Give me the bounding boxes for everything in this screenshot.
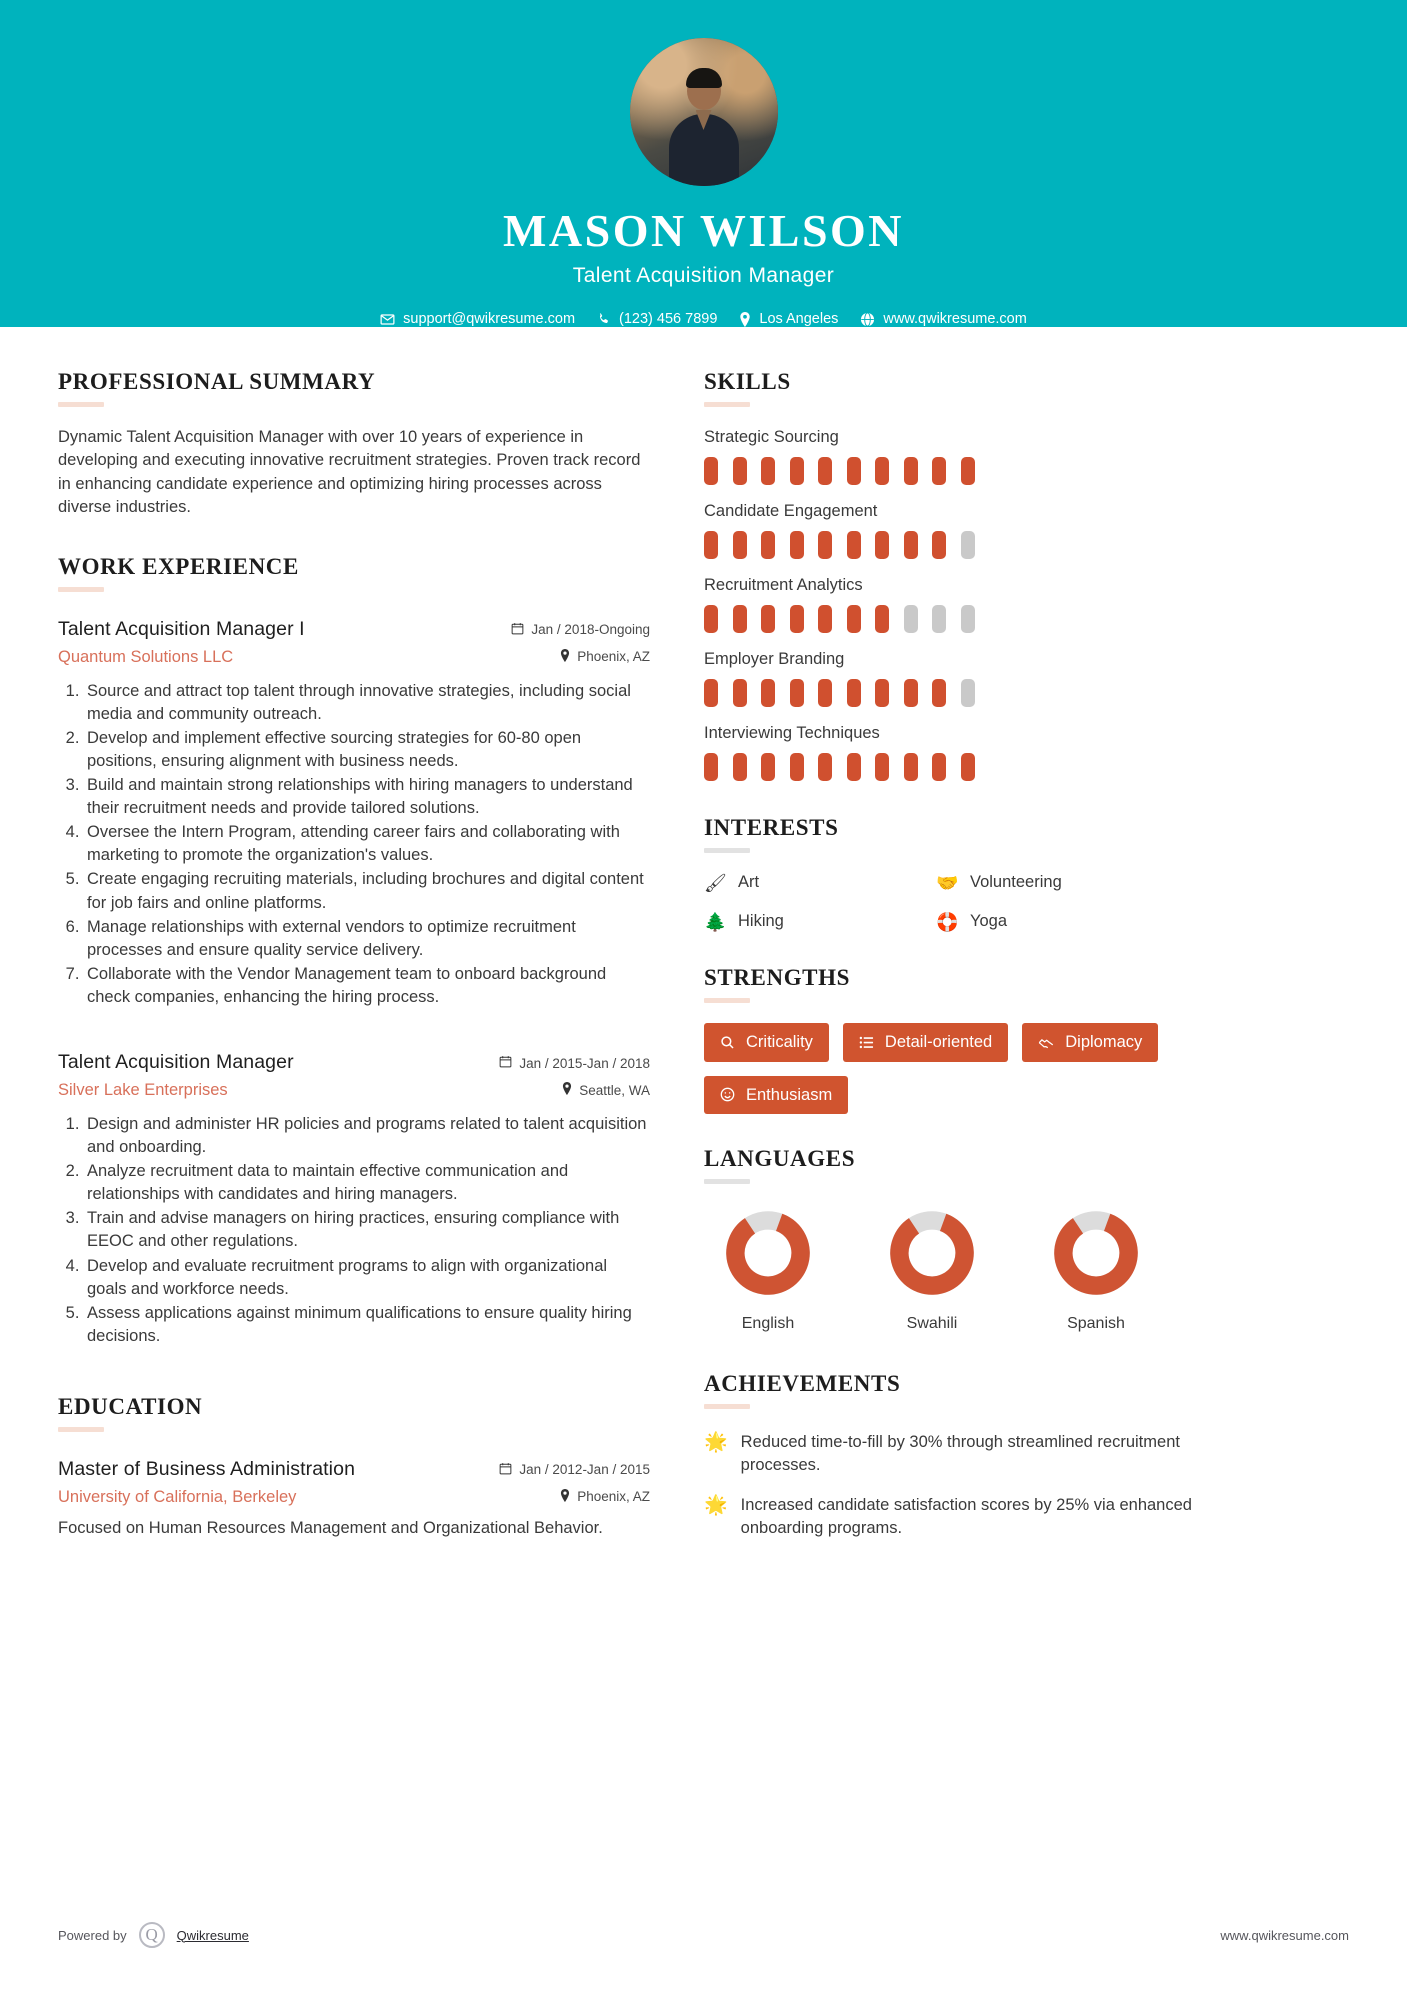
skill-bar (961, 753, 975, 781)
duty-item: 3. Train and advise managers on hiring practices, ensuring compliance with EEOC and other regulations. (84, 1207, 650, 1253)
duty-item: 5. Create engaging recruiting materials, including brochures and digital content for job fairs and online platforms. (84, 868, 650, 914)
lifebuoy-icon: 🛟 (936, 911, 959, 932)
skill-bar (704, 457, 718, 485)
skill-item (704, 576, 1210, 633)
skill-bar (932, 679, 946, 707)
section-interests (704, 815, 1210, 931)
strength-label: Diplomacy (1065, 1033, 1143, 1051)
language-donut-chart (725, 1210, 811, 1296)
education-dates-text: Jan / 2012-Jan / 2015 (519, 1462, 650, 1478)
skill-bar (818, 753, 832, 781)
interest-item (704, 912, 936, 931)
duty-item: 3. Build and maintain strong relationships with hiring managers to understand their recruitment needs and provide tailored solutions. (84, 774, 650, 820)
skill-bar (932, 605, 946, 633)
skill-bar (704, 753, 718, 781)
section-title: SKILLS (704, 369, 791, 394)
skill-bar (847, 531, 861, 559)
skill-bar (790, 679, 804, 707)
skill-bar (790, 753, 804, 781)
strength-badge-criticality (704, 1023, 829, 1062)
skill-bar (733, 753, 747, 781)
skill-bar (875, 753, 889, 781)
resume-header (0, 0, 1407, 327)
skill-bar (733, 679, 747, 707)
interest-label: Art (738, 873, 760, 891)
skill-bar (704, 605, 718, 633)
skill-bar (904, 531, 918, 559)
job-duties (58, 680, 650, 1009)
skill-bar (932, 753, 946, 781)
strength-badge-diplomacy (1022, 1023, 1158, 1062)
section-title: WORK EXPERIENCE (58, 553, 299, 579)
footer-site-url: www.qwikresume.com (1220, 1927, 1349, 1943)
education-entry (58, 1458, 650, 1540)
interest-item (936, 873, 1210, 892)
skill-bar (961, 605, 975, 633)
skill-item (704, 502, 1210, 559)
education-identity (58, 1458, 355, 1507)
skill-bar (733, 457, 747, 485)
skill-bar (761, 457, 775, 485)
skill-bar (790, 605, 804, 633)
section-work-experience (58, 554, 650, 1348)
duty-item: 1. Source and attract top talent through innovative strategies, including social media and community outreach. (84, 680, 650, 726)
section-title: LANGUAGES (704, 1146, 856, 1171)
magnifier-icon (720, 1035, 735, 1050)
job-identity (58, 1051, 294, 1100)
list-icon (859, 1035, 874, 1050)
contact-website[interactable] (860, 311, 1026, 327)
job-title: Talent Acquisition Manager (58, 1051, 294, 1073)
job-dates-text: Jan / 2018-Ongoing (531, 622, 650, 638)
skill-label: Employer Branding (704, 650, 845, 668)
skill-bar (875, 457, 889, 485)
skill-bar (818, 679, 832, 707)
strength-label: Detail-oriented (884, 1033, 993, 1051)
job-identity (58, 618, 305, 667)
strength-label: Enthusiasm (746, 1085, 833, 1104)
section-title: PROFESSIONAL SUMMARY (58, 369, 376, 394)
skill-bar (875, 605, 889, 633)
resume-body (0, 327, 1407, 1557)
duty-item: 5. Assess applications against minimum qualifications to ensure quality hiring decisions. (84, 1302, 650, 1348)
interest-label: Yoga (970, 912, 1008, 930)
skill-item (704, 724, 1210, 781)
qwikresume-link[interactable]: Qwikresume (176, 1927, 249, 1943)
skill-bar (790, 457, 804, 485)
section-underline (58, 402, 104, 407)
skill-bar (932, 531, 946, 559)
skill-bar (847, 605, 861, 633)
skill-bar (875, 531, 889, 559)
skill-bar (761, 679, 775, 707)
duty-item: 7. Collaborate with the Vendor Management team to onboard background check companies, enhancing the hiring process. (84, 963, 650, 1009)
skill-bar (875, 679, 889, 707)
skill-bar (761, 531, 775, 559)
job-dates-text: Jan / 2015-Jan / 2018 (519, 1055, 650, 1071)
skill-bar (904, 753, 918, 781)
job-location-text: Phoenix, AZ (577, 649, 650, 665)
skill-bar (961, 679, 975, 707)
powered-by-label: Powered by (58, 1927, 127, 1943)
shooting-star-icon: 🌟 (704, 1494, 728, 1516)
right-column (690, 369, 1210, 1557)
contact-email[interactable] (380, 311, 575, 327)
section-underline (704, 998, 750, 1003)
contact-list (380, 311, 1027, 327)
skill-rating-bars (704, 605, 1210, 633)
strength-badge-detail-oriented (843, 1023, 1008, 1062)
skill-bar (818, 531, 832, 559)
education-meta (499, 1458, 650, 1505)
envelope-icon (380, 312, 395, 327)
skill-bar (904, 679, 918, 707)
job-title: Talent Acquisition Manager I (58, 617, 305, 640)
education-note: Focused on Human Resources Management and Organizational Behavior. (58, 1518, 603, 1537)
strengths-list (704, 1023, 1210, 1114)
job-duties (58, 1113, 650, 1348)
handshake-icon (1038, 1035, 1054, 1050)
skill-rating-bars (704, 679, 1210, 707)
achievement-item (704, 1431, 1210, 1478)
skill-bar (961, 531, 975, 559)
skill-bar (847, 457, 861, 485)
candidate-name: MASON WILSON (502, 205, 905, 256)
section-skills (704, 369, 1210, 781)
location-pin-icon (560, 649, 570, 665)
section-underline (704, 848, 750, 853)
skill-label: Interviewing Techniques (704, 724, 880, 742)
summary-text: Dynamic Talent Acquisition Manager with over 10 years of experience in developing and executing innovative recruitment strategies. Proven track record in enhancing candidate experience and optimizing hiring processes across diverse industries. (58, 428, 641, 517)
achievements-list (704, 1431, 1210, 1541)
languages-list (704, 1210, 1210, 1333)
skill-bar (847, 753, 861, 781)
duty-item: 2. Develop and implement effective sourcing strategies for 60-80 open positions, ensuring alignment with business needs. (84, 727, 650, 773)
section-underline (58, 1427, 104, 1432)
location-pin-icon (739, 312, 751, 327)
skill-bar (790, 531, 804, 559)
job-dates (499, 1055, 650, 1071)
language-item (1032, 1210, 1160, 1333)
skill-bar (704, 531, 718, 559)
skill-item (704, 650, 1210, 707)
achievement-item (704, 1494, 1210, 1541)
skill-item (704, 428, 1210, 485)
section-title: ACHIEVEMENTS (704, 1371, 901, 1396)
avatar (630, 38, 778, 186)
education-header (58, 1458, 650, 1507)
duty-item: 1. Design and administer HR policies and programs related to talent acquisition and onboarding. (84, 1113, 650, 1159)
skill-rating-bars (704, 753, 1210, 781)
job-location (511, 649, 650, 665)
skill-bar (847, 679, 861, 707)
skill-bar (818, 605, 832, 633)
duty-item: 6. Manage relationships with external vendors to optimize recruitment processes and ensure quality service delivery. (84, 916, 650, 962)
skill-bar (932, 457, 946, 485)
skills-list (704, 428, 1210, 781)
language-label: Spanish (1067, 1315, 1125, 1332)
interest-item (936, 912, 1210, 931)
job-meta (499, 1051, 650, 1098)
achievement-text: Reduced time-to-fill by 30% through streamlined recruitment processes. (740, 1433, 1180, 1475)
interest-label: Volunteering (970, 873, 1062, 891)
qwikresume-logo-icon: Q (139, 1922, 165, 1948)
section-professional-summary (58, 369, 650, 520)
interests-list (704, 873, 1210, 931)
handshake-icon: 🤝 (936, 872, 959, 893)
interest-label: Hiking (738, 912, 784, 930)
phone-icon (597, 312, 611, 326)
language-donut-chart (889, 1210, 975, 1296)
skill-label: Candidate Engagement (704, 502, 878, 520)
calendar-icon (499, 1055, 512, 1071)
strength-badge-enthusiasm (704, 1076, 848, 1115)
section-underline (704, 402, 750, 407)
job-header (58, 1051, 650, 1100)
duty-item: 4. Develop and evaluate recruitment programs to align with organizational goals and workforce needs. (84, 1255, 650, 1301)
location-pin-icon (560, 1489, 570, 1505)
candidate-role: Talent Acquisition Manager (572, 264, 835, 288)
contact-phone-text: (123) 456 7899 (619, 311, 718, 328)
education-location-text: Phoenix, AZ (577, 1489, 650, 1505)
language-item (704, 1210, 832, 1333)
skill-bar (904, 457, 918, 485)
section-languages (704, 1146, 1210, 1333)
contact-location-text: Los Angeles (759, 311, 839, 328)
achievement-text: Increased candidate satisfaction scores by 25% via enhanced onboarding programs. (740, 1495, 1192, 1538)
education-dates (499, 1462, 650, 1478)
calendar-icon (511, 622, 524, 638)
section-strengths (704, 965, 1210, 1114)
contact-email-text: support@qwikresume.com (403, 311, 576, 328)
skill-bar (761, 605, 775, 633)
calendar-icon (499, 1462, 512, 1478)
skill-rating-bars (704, 531, 1210, 559)
section-title: INTERESTS (704, 815, 839, 840)
skill-label: Strategic Sourcing (704, 428, 839, 446)
job-dates (511, 622, 650, 638)
duty-item: 2. Analyze recruitment data to maintain effective communication and relationships with candidates and hiring managers. (84, 1160, 650, 1206)
language-donut-chart (1053, 1210, 1139, 1296)
contact-phone[interactable] (597, 311, 717, 327)
job-meta (511, 618, 650, 665)
section-title: STRENGTHS (704, 965, 851, 990)
left-column (58, 369, 650, 1557)
skill-rating-bars (704, 457, 1210, 485)
powered-by-block (58, 1922, 249, 1948)
skill-bar (818, 457, 832, 485)
school-name: University of California, Berkeley (58, 1487, 297, 1506)
paintbrush-icon: 🖌 (704, 872, 727, 893)
tree-icon: 🌲 (704, 911, 727, 932)
language-label: English (741, 1315, 795, 1332)
strength-label: Criticality (746, 1033, 813, 1051)
skill-bar (904, 605, 918, 633)
section-education (58, 1394, 650, 1540)
location-pin-icon (562, 1082, 572, 1098)
interest-item (704, 873, 936, 892)
job-entry (58, 1051, 650, 1348)
language-item (868, 1210, 996, 1333)
education-location (499, 1489, 650, 1505)
skill-label: Recruitment Analytics (704, 576, 863, 594)
contact-website-text: www.qwikresume.com (883, 311, 1027, 328)
skill-bar (961, 457, 975, 485)
resume-footer (0, 1922, 1407, 1948)
section-underline (704, 1179, 750, 1184)
job-header (58, 618, 650, 667)
contact-location (739, 311, 838, 327)
shooting-star-icon: 🌟 (704, 1432, 728, 1453)
degree-title: Master of Business Administration (58, 1457, 356, 1480)
section-underline (58, 587, 104, 592)
language-label: Swahili (906, 1315, 958, 1332)
duty-item: 4. Oversee the Intern Program, attending career fairs and collaborating with marketing to promote the organization's values. (84, 821, 650, 867)
skill-bar (733, 531, 747, 559)
section-title: EDUCATION (58, 1393, 203, 1419)
section-underline (704, 1404, 750, 1409)
skill-bar (761, 753, 775, 781)
job-company: Quantum Solutions LLC (58, 647, 234, 666)
smiley-icon (720, 1087, 735, 1102)
skill-bar (704, 679, 718, 707)
skill-bar (733, 605, 747, 633)
job-entry (58, 618, 650, 1009)
job-company: Silver Lake Enterprises (58, 1081, 228, 1099)
section-achievements (704, 1371, 1210, 1541)
job-location (499, 1082, 650, 1098)
globe-icon (860, 312, 875, 327)
job-location-text: Seattle, WA (579, 1082, 650, 1098)
